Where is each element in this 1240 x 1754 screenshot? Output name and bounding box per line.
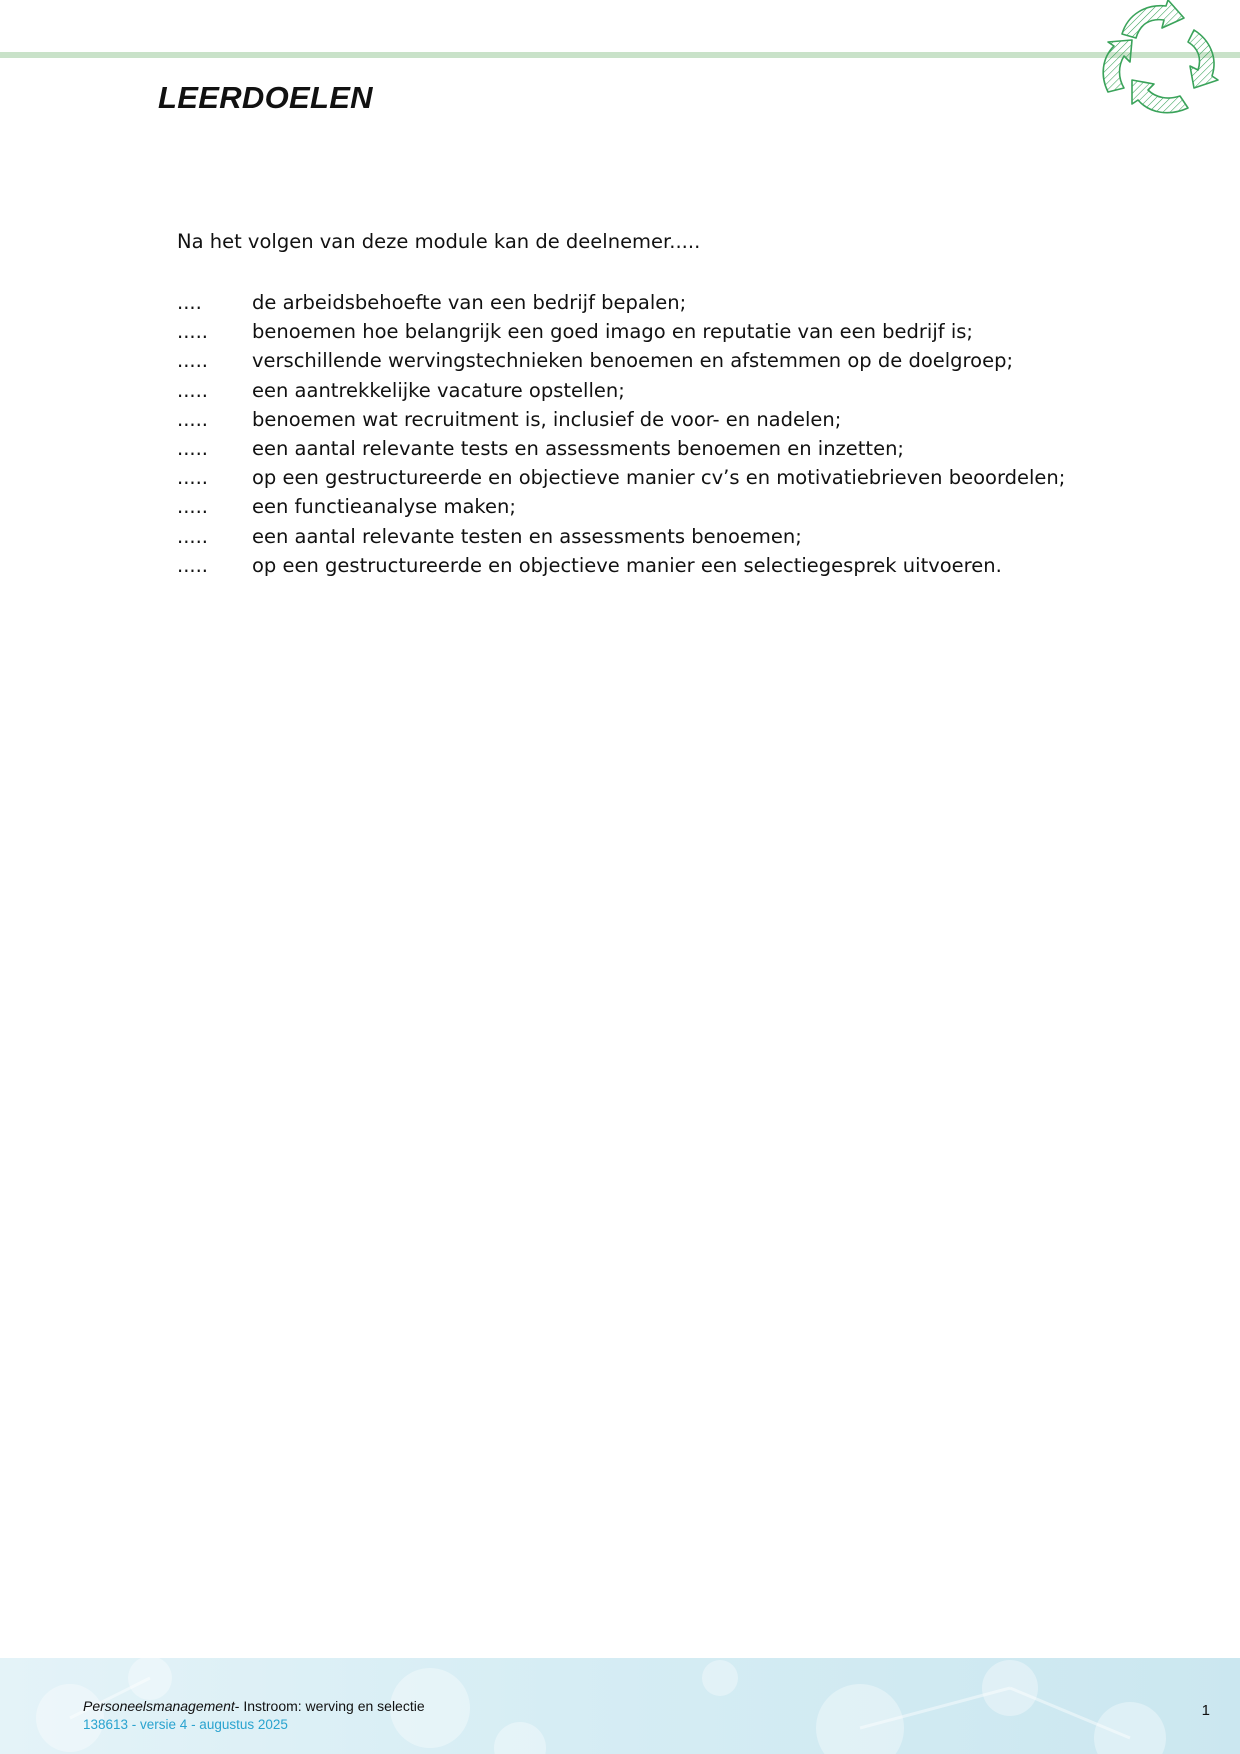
page-title: LEERDOELEN xyxy=(158,80,373,115)
footer-version: 138613 - versie 4 - augustus 2025 xyxy=(83,1717,288,1732)
footer-course-title xyxy=(83,1698,425,1714)
list-item xyxy=(177,492,1177,521)
objective-text: op een gestructureerde en objectieve manier cv’s en motivatiebrieven beoordelen; xyxy=(252,466,1066,490)
list-marker: ..... xyxy=(177,407,208,431)
objective-text: een aantal relevante tests en assessments benoemen en inzetten; xyxy=(252,437,905,461)
list-marker: ..... xyxy=(177,378,208,402)
page-number: 1 xyxy=(1201,1702,1210,1719)
header-rule xyxy=(0,52,1240,58)
footer-course-subtitle: - Instroom: werving en selectie xyxy=(234,1698,425,1714)
objective-text: op een gestructureerde en objectieve manier een selectiegesprek uitvoeren. xyxy=(252,553,1002,577)
objective-text: een functieanalyse maken; xyxy=(252,495,516,519)
objectives-list xyxy=(177,288,1177,580)
objective-text: benoemen hoe belangrijk een goed imago en reputatie van een bedrijf is; xyxy=(252,320,973,344)
list-item xyxy=(177,346,1177,375)
objective-text: verschillende wervingstechnieken benoemen en afstemmen op de doelgroep; xyxy=(252,349,1014,373)
footer-course-name: Personeelsmanagement xyxy=(83,1698,235,1714)
list-marker: ..... xyxy=(177,495,208,519)
list-item xyxy=(177,551,1177,580)
list-item xyxy=(177,376,1177,405)
list-marker: ..... xyxy=(177,524,208,548)
list-marker: ..... xyxy=(177,437,208,461)
recycle-arrows-icon xyxy=(1098,0,1240,118)
list-marker: ..... xyxy=(177,466,208,490)
list-item xyxy=(177,463,1177,492)
list-item xyxy=(177,522,1177,551)
list-marker: ..... xyxy=(177,320,208,344)
list-item xyxy=(177,317,1177,346)
list-marker: ..... xyxy=(177,349,208,373)
objective-text: een aantrekkelijke vacature opstellen; xyxy=(252,378,625,402)
list-item xyxy=(177,434,1177,463)
intro-text: Na het volgen van deze module kan de deelnemer..... xyxy=(177,230,701,253)
objective-text: de arbeidsbehoefte van een bedrijf bepalen; xyxy=(252,291,687,315)
list-item xyxy=(177,288,1177,317)
list-marker: .... xyxy=(177,291,202,315)
objective-text: benoemen wat recruitment is, inclusief de voor- en nadelen; xyxy=(252,407,842,431)
list-item xyxy=(177,405,1177,434)
list-marker: ..... xyxy=(177,553,208,577)
objective-text: een aantal relevante testen en assessments benoemen; xyxy=(252,524,802,548)
